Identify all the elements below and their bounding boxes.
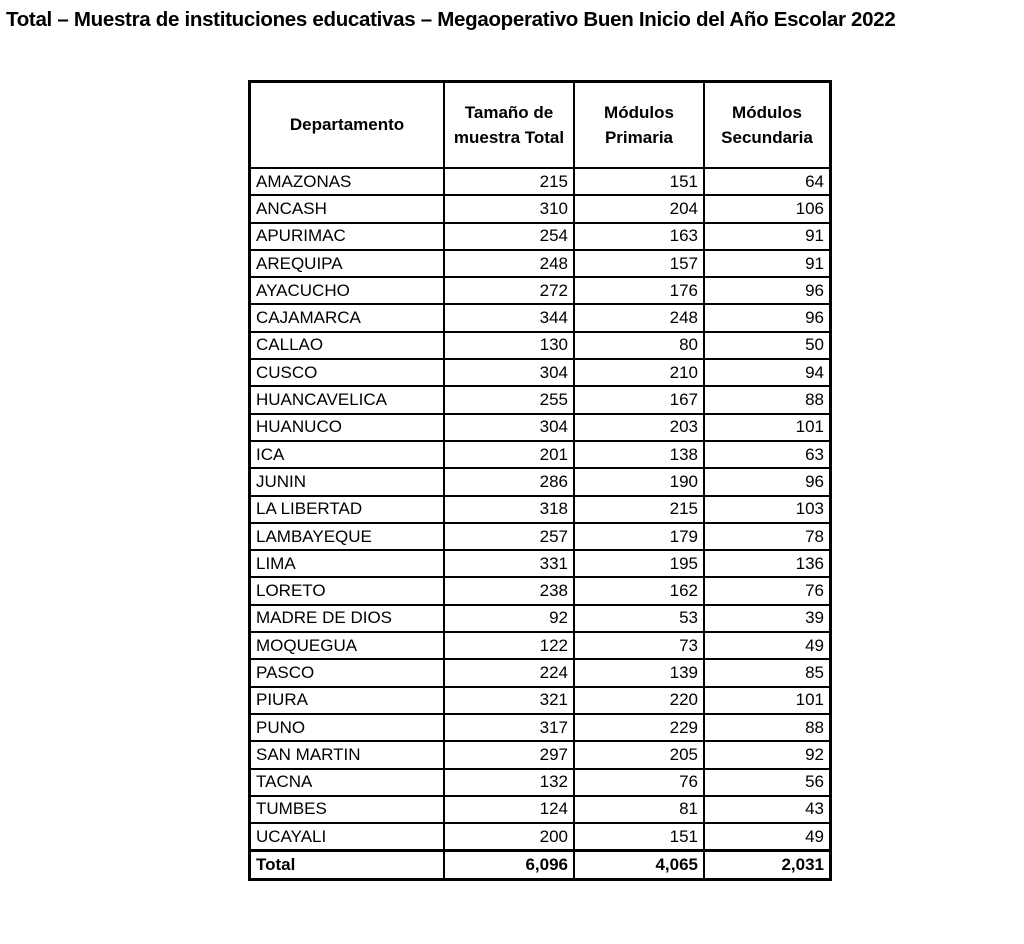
table-header xyxy=(250,82,831,169)
cell-value: 210 xyxy=(574,359,704,386)
cell-value: 53 xyxy=(574,605,704,632)
cell-value: 91 xyxy=(704,250,831,277)
cell-value: 88 xyxy=(704,714,831,741)
cell-department: LAMBAYEQUE xyxy=(250,523,445,550)
cell-value: 310 xyxy=(444,195,574,222)
cell-value: 224 xyxy=(444,659,574,686)
cell-value: 151 xyxy=(574,823,704,851)
cell-value: 4,065 xyxy=(574,851,704,879)
cell-value: 215 xyxy=(444,168,574,195)
cell-department: PUNO xyxy=(250,714,445,741)
table-row xyxy=(250,386,831,413)
table-row xyxy=(250,304,831,331)
table-row xyxy=(250,550,831,577)
cell-department: LORETO xyxy=(250,577,445,604)
table-row xyxy=(250,250,831,277)
cell-department: LIMA xyxy=(250,550,445,577)
cell-department: CAJAMARCA xyxy=(250,304,445,331)
cell-value: 304 xyxy=(444,414,574,441)
cell-value: 101 xyxy=(704,687,831,714)
total-row xyxy=(250,851,831,879)
cell-value: 163 xyxy=(574,223,704,250)
cell-value: 297 xyxy=(444,741,574,768)
cell-value: 321 xyxy=(444,687,574,714)
cell-value: 200 xyxy=(444,823,574,851)
cell-value: 136 xyxy=(704,550,831,577)
cell-department: MADRE DE DIOS xyxy=(250,605,445,632)
header-modulos-primaria: Módulos Primaria xyxy=(574,82,704,169)
cell-value: 255 xyxy=(444,386,574,413)
cell-value: 162 xyxy=(574,577,704,604)
cell-value: 304 xyxy=(444,359,574,386)
table-row xyxy=(250,496,831,523)
cell-value: 344 xyxy=(444,304,574,331)
table-row xyxy=(250,523,831,550)
cell-department: ANCASH xyxy=(250,195,445,222)
cell-value: 248 xyxy=(574,304,704,331)
cell-department: SAN MARTIN xyxy=(250,741,445,768)
cell-department: PIURA xyxy=(250,687,445,714)
cell-value: 91 xyxy=(704,223,831,250)
cell-department: LA LIBERTAD xyxy=(250,496,445,523)
cell-value: 229 xyxy=(574,714,704,741)
cell-value: 318 xyxy=(444,496,574,523)
cell-value: 63 xyxy=(704,441,831,468)
cell-value: 254 xyxy=(444,223,574,250)
cell-department: ICA xyxy=(250,441,445,468)
cell-value: 94 xyxy=(704,359,831,386)
cell-value: 6,096 xyxy=(444,851,574,879)
cell-value: 272 xyxy=(444,277,574,304)
page-title: Total – Muestra de instituciones educativas – Megaoperativo Buen Inicio del Año Escolar 2022 xyxy=(6,8,896,31)
cell-department: HUANCAVELICA xyxy=(250,386,445,413)
table-row xyxy=(250,687,831,714)
cell-value: 49 xyxy=(704,823,831,851)
cell-value: 204 xyxy=(574,195,704,222)
cell-value: 76 xyxy=(704,577,831,604)
cell-value: 167 xyxy=(574,386,704,413)
table-row xyxy=(250,332,831,359)
cell-department: AREQUIPA xyxy=(250,250,445,277)
cell-value: 88 xyxy=(704,386,831,413)
table-row xyxy=(250,714,831,741)
cell-department: HUANUCO xyxy=(250,414,445,441)
cell-department: APURIMAC xyxy=(250,223,445,250)
cell-value: 76 xyxy=(574,769,704,796)
cell-value: 73 xyxy=(574,632,704,659)
cell-value: 130 xyxy=(444,332,574,359)
table-row xyxy=(250,741,831,768)
sample-table xyxy=(248,80,832,881)
cell-value: 286 xyxy=(444,468,574,495)
table-body xyxy=(250,168,831,879)
table-row xyxy=(250,195,831,222)
cell-value: 139 xyxy=(574,659,704,686)
cell-value: 124 xyxy=(444,796,574,823)
cell-department: UCAYALI xyxy=(250,823,445,851)
cell-value: 96 xyxy=(704,468,831,495)
table-row xyxy=(250,769,831,796)
cell-value: 138 xyxy=(574,441,704,468)
table-row xyxy=(250,359,831,386)
table-row xyxy=(250,168,831,195)
cell-value: 81 xyxy=(574,796,704,823)
cell-department: CUSCO xyxy=(250,359,445,386)
cell-department: PASCO xyxy=(250,659,445,686)
cell-value: 78 xyxy=(704,523,831,550)
cell-value: 317 xyxy=(444,714,574,741)
cell-value: 195 xyxy=(574,550,704,577)
cell-value: 2,031 xyxy=(704,851,831,879)
cell-value: 151 xyxy=(574,168,704,195)
table-row xyxy=(250,577,831,604)
table-row xyxy=(250,823,831,851)
cell-value: 203 xyxy=(574,414,704,441)
cell-value: 190 xyxy=(574,468,704,495)
cell-value: 331 xyxy=(444,550,574,577)
cell-value: 220 xyxy=(574,687,704,714)
header-row xyxy=(250,82,831,169)
cell-value: 96 xyxy=(704,277,831,304)
header-modulos-secundaria: Módulos Secundaria xyxy=(704,82,831,169)
table-row xyxy=(250,659,831,686)
table-row xyxy=(250,223,831,250)
cell-value: 176 xyxy=(574,277,704,304)
cell-department: AMAZONAS xyxy=(250,168,445,195)
cell-value: 56 xyxy=(704,769,831,796)
cell-value: 101 xyxy=(704,414,831,441)
cell-value: 85 xyxy=(704,659,831,686)
table-row xyxy=(250,414,831,441)
table-row xyxy=(250,441,831,468)
cell-value: 157 xyxy=(574,250,704,277)
cell-value: 49 xyxy=(704,632,831,659)
cell-value: 248 xyxy=(444,250,574,277)
cell-value: 106 xyxy=(704,195,831,222)
table-row xyxy=(250,632,831,659)
cell-value: 215 xyxy=(574,496,704,523)
cell-value: 201 xyxy=(444,441,574,468)
cell-value: 132 xyxy=(444,769,574,796)
cell-value: 257 xyxy=(444,523,574,550)
cell-value: 96 xyxy=(704,304,831,331)
cell-value: 80 xyxy=(574,332,704,359)
cell-value: 64 xyxy=(704,168,831,195)
cell-department: TUMBES xyxy=(250,796,445,823)
cell-department: CALLAO xyxy=(250,332,445,359)
cell-department: TACNA xyxy=(250,769,445,796)
cell-value: 39 xyxy=(704,605,831,632)
cell-department: Total xyxy=(250,851,445,879)
cell-value: 43 xyxy=(704,796,831,823)
cell-value: 238 xyxy=(444,577,574,604)
table-row xyxy=(250,605,831,632)
cell-value: 50 xyxy=(704,332,831,359)
cell-value: 103 xyxy=(704,496,831,523)
cell-value: 122 xyxy=(444,632,574,659)
sample-table-container xyxy=(248,80,832,881)
cell-department: AYACUCHO xyxy=(250,277,445,304)
header-muestra-total: Tamaño de muestra Total xyxy=(444,82,574,169)
cell-value: 179 xyxy=(574,523,704,550)
cell-value: 92 xyxy=(704,741,831,768)
table-row xyxy=(250,796,831,823)
cell-value: 205 xyxy=(574,741,704,768)
table-row xyxy=(250,468,831,495)
cell-value: 92 xyxy=(444,605,574,632)
cell-department: JUNIN xyxy=(250,468,445,495)
table-row xyxy=(250,277,831,304)
header-departamento: Departamento xyxy=(250,82,445,169)
cell-department: MOQUEGUA xyxy=(250,632,445,659)
